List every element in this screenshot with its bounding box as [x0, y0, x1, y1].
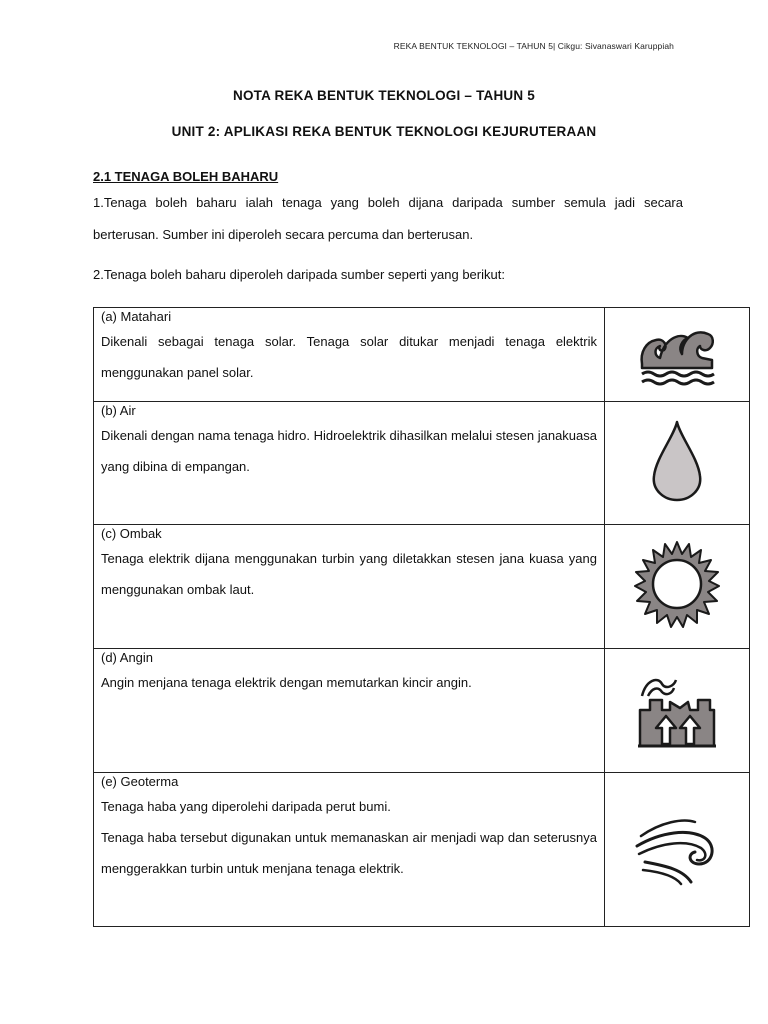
table-row — [94, 773, 750, 927]
sun-icon — [633, 540, 721, 633]
ocean-waves-icon — [638, 318, 716, 391]
row-text-cell — [94, 525, 605, 649]
row-description-line: Angin menjana tenaga elektrik dengan memutarkan kincir angin. — [101, 675, 472, 690]
list-intro-paragraph: 2.Tenaga boleh baharu diperoleh daripada sumber seperti yang berikut: — [93, 267, 505, 282]
row-icon-cell — [605, 308, 750, 402]
document-title: NOTA REKA BENTUK TEKNOLOGI – TAHUN 5 — [233, 88, 535, 103]
section-heading: 2.1 TENAGA BOLEH BAHARU — [93, 169, 279, 184]
row-description-line: Dikenali dengan nama tenaga hidro. Hidroelektrik dihasilkan melalui stesen janakuasa yang dibina di empangan. — [101, 428, 597, 474]
row-description — [101, 791, 597, 884]
table-row — [94, 649, 750, 773]
intro-paragraph: 1.Tenaga boleh baharu ialah tenaga yang boleh dijana daripada sumber semula jadi secara berterusan. Sumber ini diperoleh secara percuma dan berterusan. — [93, 195, 683, 242]
row-description — [101, 420, 597, 482]
row-description-line: Tenaga elektrik dijana menggunakan turbin yang diletakkan stesen jana kuasa yang menggunakan ombak laut. — [101, 551, 597, 597]
water-drop-icon — [648, 418, 706, 509]
table-row — [94, 308, 750, 402]
row-description — [101, 543, 597, 605]
row-description-line: Tenaga haba tersebut digunakan untuk memanaskan air menjadi wap dan seterusnya menggerakkan turbin untuk menjana tenaga elektrik. — [101, 830, 597, 876]
row-title: (c) Ombak — [101, 526, 162, 541]
row-description-line: Tenaga haba yang diperolehi daripada perut bumi. — [101, 799, 391, 814]
row-text-cell — [94, 308, 605, 402]
row-description — [101, 667, 597, 698]
wind-icon — [631, 808, 723, 891]
table-row — [94, 402, 750, 525]
row-title: (d) Angin — [101, 650, 154, 665]
energy-sources-table — [93, 307, 750, 927]
row-text-cell — [94, 649, 605, 773]
row-icon-cell — [605, 773, 750, 927]
geothermal-icon — [636, 666, 718, 755]
unit-title: UNIT 2: APLIKASI REKA BENTUK TEKNOLOGI KEJURUTERAAN — [171, 124, 597, 139]
table-row — [94, 525, 750, 649]
row-text-cell — [94, 402, 605, 525]
page-header-note: REKA BENTUK TEKNOLOGI – TAHUN 5| Cikgu: Sivanaswari Karuppiah — [393, 41, 674, 51]
row-title: (a) Matahari — [101, 309, 172, 324]
row-text-cell — [94, 773, 605, 927]
row-icon-cell — [605, 649, 750, 773]
row-description-line: Dikenali sebagai tenaga solar. Tenaga solar ditukar menjadi tenaga elektrik menggunakan panel solar. — [101, 334, 597, 380]
row-icon-cell — [605, 525, 750, 649]
row-title: (b) Air — [101, 403, 136, 418]
row-icon-cell — [605, 402, 750, 525]
row-description — [101, 326, 597, 388]
row-title: (e) Geoterma — [101, 774, 179, 789]
